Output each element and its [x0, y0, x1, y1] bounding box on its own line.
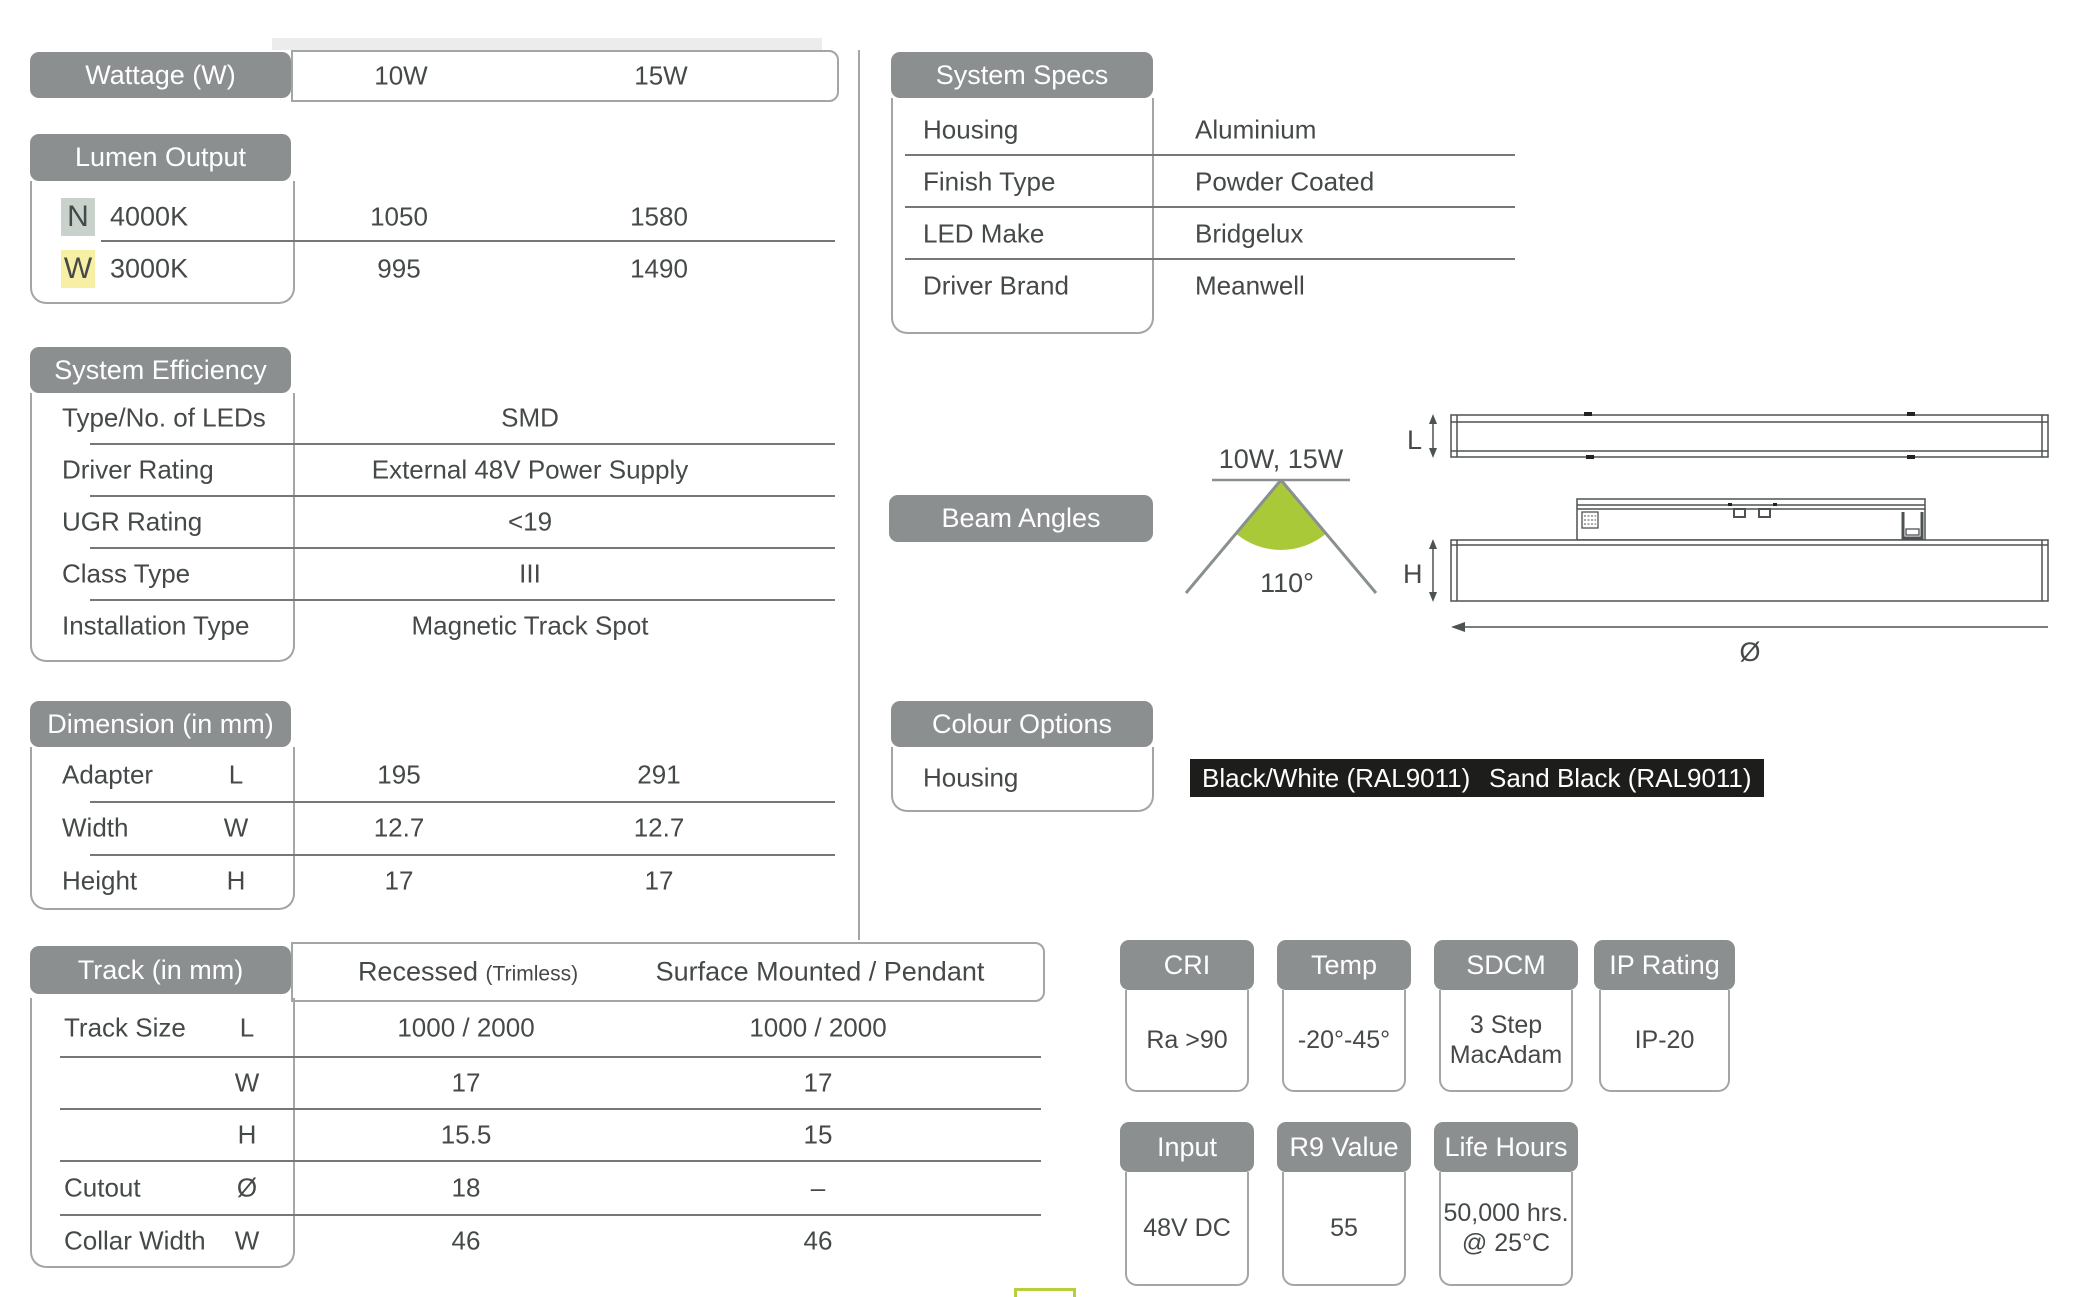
height-dim-label: H [1403, 559, 1423, 589]
spec-value: Bridgelux [1195, 218, 1304, 249]
track-name: Collar Width [64, 1225, 206, 1256]
ip-rating-value: IP-20 [1599, 990, 1730, 1092]
spec-value: Meanwell [1195, 270, 1305, 301]
cct-label: 3000K [110, 253, 189, 283]
dimension-row [30, 803, 835, 853]
wattage-value-1: 10W [374, 60, 428, 91]
row-separator [101, 240, 835, 242]
track-symbol: Ø [236, 1172, 258, 1203]
efficiency-row [30, 393, 835, 443]
dim-value-15w: 17 [644, 865, 674, 896]
track-symbol: W [234, 1067, 260, 1098]
badge-card-ip-rating [1594, 940, 1735, 1092]
dim-name: Adapter [62, 759, 154, 790]
life-hours-value: 50,000 hrs. @ 25°C [1439, 1172, 1573, 1286]
lumen-row-4000k [30, 193, 835, 240]
track-header-box [291, 942, 1045, 1002]
track-value-surface: 15 [803, 1119, 833, 1150]
lumen-value-15w: 1490 [630, 253, 688, 283]
wattage-value-box [291, 50, 839, 102]
spec-value: Magnetic Track Spot [411, 610, 649, 641]
efficiency-row [30, 549, 835, 599]
temp-value: -20°-45° [1282, 990, 1406, 1092]
lumen-row-3000k [30, 245, 835, 292]
dim-value-10w: 17 [384, 865, 414, 896]
system-specs-row [891, 106, 1521, 154]
length-dim-label: L [1407, 425, 1423, 455]
spec-label: LED Make [923, 218, 1045, 249]
spec-label: Driver Brand [923, 270, 1069, 301]
track-value-surface: 17 [803, 1067, 833, 1098]
dimension-header: Dimension (in mm) [30, 701, 291, 747]
track-row [30, 1110, 1041, 1160]
track-symbol: W [234, 1225, 260, 1256]
spec-label: UGR Rating [62, 506, 203, 537]
beam-wattage-label: 10W, 15W [1218, 444, 1344, 474]
spec-value: III [519, 558, 541, 589]
track-header: Track (in mm) [30, 946, 291, 994]
cct-badge-n: N [61, 198, 95, 236]
colour-row-label: Housing [923, 762, 1019, 793]
system-specs-row [891, 262, 1521, 310]
spec-label: Housing [923, 114, 1019, 145]
wattage-header: Wattage (W) [30, 52, 291, 98]
spec-value: Powder Coated [1195, 166, 1375, 197]
track-value-surface: 1000 / 2000 [749, 1012, 887, 1043]
badge-card-cri [1120, 940, 1254, 1092]
track-symbol: L [239, 1012, 255, 1043]
spec-label: Installation Type [62, 610, 250, 641]
lumen-value-15w: 1580 [630, 201, 688, 231]
r9-header: R9 Value [1277, 1122, 1411, 1172]
track-row [30, 1002, 1041, 1054]
beam-cone [1236, 480, 1326, 550]
colour-swatch-sand-black: Sand Black (RAL9011) [1477, 759, 1764, 797]
cri-header: CRI [1120, 940, 1254, 990]
spec-label: Type/No. of LEDs [62, 402, 266, 433]
track-row [30, 1058, 1041, 1108]
track-value-surface: 46 [803, 1225, 833, 1256]
cct-badge-w: W [61, 250, 95, 288]
lumen-value-10w: 1050 [370, 201, 428, 231]
dim-name: Height [62, 865, 138, 896]
spec-value: SMD [501, 402, 559, 433]
spec-label: Class Type [62, 558, 191, 589]
wattage-value-2: 15W [634, 60, 688, 91]
cct-label: 4000K [110, 201, 189, 231]
beam-angles-header: Beam Angles [889, 495, 1153, 542]
spec-label: Finish Type [923, 166, 1056, 197]
dim-value-10w: 195 [377, 759, 421, 790]
colour-options-header: Colour Options [891, 701, 1153, 747]
beam-angle-value: 110° [1260, 568, 1314, 598]
badge-card-r9 [1277, 1122, 1411, 1286]
system-efficiency-header: System Efficiency [30, 347, 291, 393]
track-value-recessed: 15.5 [440, 1119, 492, 1150]
track-row [30, 1216, 1041, 1266]
track-name: Track Size [64, 1012, 186, 1043]
sdcm-value: 3 Step MacAdam [1439, 990, 1573, 1092]
dim-value-15w: 12.7 [633, 812, 685, 843]
input-value: 48V DC [1125, 1172, 1249, 1286]
track-value-recessed: 1000 / 2000 [397, 1012, 535, 1043]
r9-value: 55 [1282, 1172, 1406, 1286]
dim-value-10w: 12.7 [373, 812, 425, 843]
track-symbol: H [237, 1119, 257, 1150]
efficiency-row [30, 445, 835, 495]
track-col1-header: Recessed (Trimless) [357, 956, 579, 987]
top-crop-band [272, 38, 822, 50]
dimension-row [30, 750, 835, 800]
fixture-dimension-drawing [1395, 405, 2060, 670]
temp-header: Temp [1277, 940, 1411, 990]
colour-row [891, 750, 1150, 806]
life-hours-header: Life Hours [1434, 1122, 1578, 1172]
track-value-surface: – [810, 1172, 826, 1203]
system-specs-row [891, 210, 1521, 258]
lumen-value-10w: 995 [377, 253, 421, 283]
dim-name: Width [62, 812, 129, 843]
dimension-row [30, 856, 835, 906]
track-col2-header: Surface Mounted / Pendant [655, 956, 985, 987]
track-value-recessed: 18 [451, 1172, 481, 1203]
lumen-output-header: Lumen Output [30, 134, 291, 181]
row-separator [905, 206, 1515, 208]
dim-symbol: H [226, 865, 246, 896]
spec-value: <19 [507, 506, 553, 537]
cropped-green-box [1014, 1288, 1076, 1297]
colour-swatch-black-white: Black/White (RAL9011) [1190, 759, 1482, 797]
spec-label: Driver Rating [62, 454, 214, 485]
dim-symbol: L [228, 759, 244, 790]
row-separator [905, 258, 1515, 260]
row-separator [905, 154, 1515, 156]
badge-card-life-hours [1434, 1122, 1578, 1286]
sdcm-header: SDCM [1434, 940, 1578, 990]
cri-value: Ra >90 [1125, 990, 1249, 1092]
spec-value: External 48V Power Supply [371, 454, 689, 485]
spec-value: Aluminium [1195, 114, 1317, 145]
column-divider [858, 50, 860, 940]
system-specs-row [891, 158, 1521, 206]
dim-symbol: W [223, 812, 249, 843]
track-value-recessed: 17 [451, 1067, 481, 1098]
track-name: Cutout [64, 1172, 141, 1203]
efficiency-row [30, 497, 835, 547]
badge-card-sdcm [1434, 940, 1578, 1092]
efficiency-row [30, 601, 835, 651]
dim-value-15w: 291 [637, 759, 681, 790]
track-value-recessed: 46 [451, 1225, 481, 1256]
badge-card-temp [1277, 940, 1411, 1092]
badge-card-input [1120, 1122, 1254, 1286]
input-header: Input [1120, 1122, 1254, 1172]
track-row [30, 1162, 1041, 1214]
ip-rating-header: IP Rating [1594, 940, 1735, 990]
diameter-dim-label: Ø [1739, 637, 1761, 667]
beam-angle-diagram [1150, 440, 1380, 610]
system-specs-header: System Specs [891, 52, 1153, 98]
